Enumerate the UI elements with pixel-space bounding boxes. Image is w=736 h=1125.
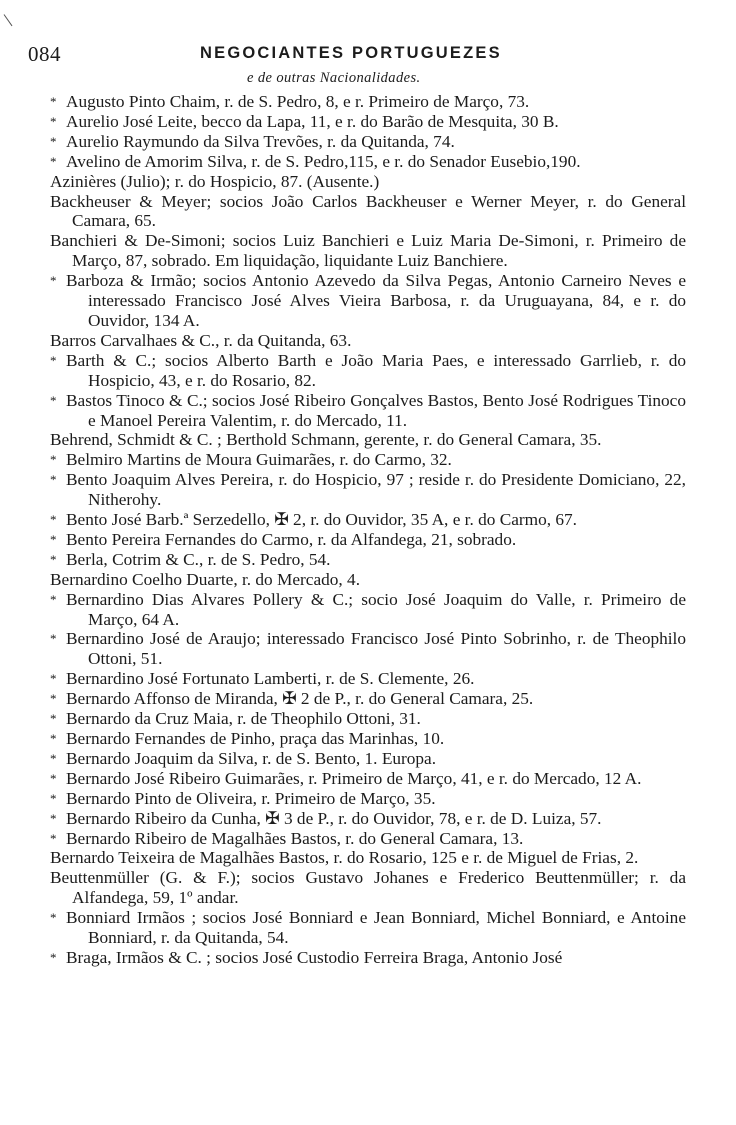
star-marker: *	[50, 273, 57, 289]
star-marker: *	[50, 133, 57, 149]
page-header	[0, 38, 736, 68]
entry-list	[50, 92, 686, 968]
entry-text: Bernardino Dias Alvares Pollery & C.; socio José Joaquim do Valle, r. Primeiro de Março, 64 A.	[66, 589, 686, 629]
star-marker: *	[50, 352, 57, 368]
running-title: NEGOCIANTES PORTUGUEZES	[200, 44, 502, 62]
star-marker: *	[50, 472, 57, 488]
directory-entry	[50, 92, 686, 112]
entry-text: Barros Carvalhaes & C., r. da Quitanda, 63.	[50, 330, 352, 350]
star-marker: *	[50, 830, 57, 846]
directory-entry	[50, 192, 686, 232]
entry-text: Bernardo Teixeira de Magalhães Bastos, r. do Rosario, 125 e r. de Miguel de Frias, 2.	[50, 848, 639, 868]
star-marker: *	[50, 452, 57, 468]
entry-text: Azinières (Julio); r. do Hospicio, 87. (Ausente.)	[50, 171, 380, 191]
directory-entry	[50, 132, 686, 152]
entry-text: Bernardo Joaquim da Silva, r. de S. Bento, 1. Europa.	[66, 748, 437, 768]
entry-text: Bernardo da Cruz Maia, r. de Theophilo Ottoni, 31.	[66, 709, 421, 729]
entry-text: Banchieri & De-Simoni; socios Luiz Banchieri e Luiz Maria De-Simoni, r. Primeiro de Março, 87, sobrado. Em liquidação, liquidante Luiz Banchiere.	[50, 231, 686, 271]
directory-entry	[50, 331, 686, 351]
entry-text: Bernardo Ribeiro de Magalhães Bastos, r. do General Camara, 13.	[66, 828, 524, 848]
directory-entry	[50, 709, 686, 729]
directory-entry	[50, 550, 686, 570]
star-marker: *	[50, 910, 57, 926]
directory-entry	[50, 629, 686, 669]
star-marker: *	[50, 392, 57, 408]
directory-entry	[50, 809, 686, 829]
directory-entry	[50, 908, 686, 948]
entry-text: Barth & C.; socios Alberto Barth e João Maria Paes, e interessado Garrlieb, r. do Hospicio, 43, e r. do Rosario, 82.	[66, 350, 686, 390]
entry-text: Berla, Cotrim & C., r. de S. Pedro, 54.	[66, 549, 331, 569]
star-marker: *	[50, 790, 57, 806]
entry-text: Bento Joaquim Alves Pereira, r. do Hospicio, 97 ; reside r. do Presidente Domiciano, 22, Nitherohy.	[66, 470, 686, 510]
directory-entry	[50, 848, 686, 868]
directory-entry	[50, 948, 686, 968]
star-marker: *	[50, 731, 57, 746]
directory-entry	[50, 829, 686, 849]
corner-mark	[4, 14, 13, 26]
directory-entry	[50, 231, 686, 271]
directory-entry	[50, 789, 686, 809]
entry-text: Avelino de Amorim Silva, r. de S. Pedro,115, e r. do Senador Eusebio,190.	[66, 151, 581, 171]
entry-text: Bernardino Coelho Duarte, r. do Mercado, 4.	[50, 569, 361, 589]
star-marker: *	[50, 551, 57, 567]
directory-entry	[50, 450, 686, 470]
star-marker: *	[50, 512, 57, 528]
entry-text: Bento José Barb.ª Serzedello, ✠ 2, r. do Ouvidor, 35 A, e r. do Carmo, 67.	[66, 510, 578, 530]
star-marker: *	[50, 94, 57, 109]
directory-entry	[50, 430, 686, 450]
star-marker: *	[50, 153, 57, 169]
directory-entry	[50, 570, 686, 590]
star-marker: *	[50, 691, 57, 707]
directory-entry	[50, 152, 686, 172]
directory-entry	[50, 510, 686, 530]
entry-text: Bernardino José Fortunato Lamberti, r. de S. Clemente, 26.	[66, 669, 475, 689]
directory-entry	[50, 669, 686, 689]
directory-entry	[50, 689, 686, 709]
star-marker: *	[50, 671, 57, 687]
star-marker: *	[50, 770, 57, 786]
entry-text: Bonniard Irmãos ; socios José Bonniard e Jean Bonniard, Michel Bonniard, e Antoine Bonniard, r. da Quitanda, 54.	[66, 908, 686, 948]
star-marker: *	[50, 810, 57, 826]
star-marker: *	[50, 531, 57, 547]
entry-text: Braga, Irmãos & C. ; socios José Custodio Ferreira Braga, Antonio José	[66, 947, 563, 967]
page-subtitle: e de outras Nacionalidades.	[247, 70, 421, 86]
star-marker: *	[50, 750, 57, 766]
entry-text: Behrend, Schmidt & C. ; Berthold Schmann, gerente, r. do General Camara, 35.	[50, 430, 602, 450]
star-marker: *	[50, 631, 57, 647]
directory-entry	[50, 470, 686, 510]
entry-text: Aurelio José Leite, becco da Lapa, 11, e r. do Barão de Mesquita, 30 B.	[66, 111, 559, 131]
entry-text: Barboza & Irmão; socios Antonio Azevedo da Silva Pegas, Antonio Carneiro Neves e interessado Francisco José Alves Vieira Barbosa, r. da Uruguayana, 84, e r. do Ouvidor, 134 A.	[66, 271, 686, 330]
entry-text: Bernardo Fernandes de Pinho, praça das Marinhas, 10.	[66, 729, 445, 748]
entry-text: Bernardo Affonso de Miranda, ✠ 2 de P., r. do General Camara, 25.	[66, 689, 534, 709]
directory-entry	[50, 749, 686, 769]
entry-text: Augusto Pinto Chaim, r. de S. Pedro, 8, e r. Primeiro de Março, 73.	[66, 92, 530, 111]
page-number: 084	[28, 42, 61, 66]
directory-entry	[50, 391, 686, 431]
star-marker: *	[50, 591, 57, 607]
star-marker: *	[50, 711, 57, 727]
entry-text: Backheuser & Meyer; socios João Carlos Backheuser e Werner Meyer, r. do General Camara, 65.	[50, 191, 686, 231]
entry-text: Aurelio Raymundo da Silva Trevões, r. da Quitanda, 74.	[66, 131, 455, 151]
directory-entry	[50, 868, 686, 908]
directory-entry	[50, 172, 686, 192]
entry-text: Bernardo José Ribeiro Guimarães, r. Primeiro de Março, 41, e r. do Mercado, 12 A.	[66, 768, 642, 788]
entry-text: Bernardo Ribeiro da Cunha, ✠ 3 de P., r. do Ouvidor, 78, e r. de D. Luiza, 57.	[66, 808, 602, 828]
entry-text: Bernardo Pinto de Oliveira, r. Primeiro de Março, 35.	[66, 788, 436, 808]
directory-entry	[50, 590, 686, 630]
entry-text: Bastos Tinoco & C.; socios José Ribeiro Gonçalves Bastos, Bento José Rodrigues Tinoco e Manoel Pereira Valentim, r. do Mercado, 11.	[66, 390, 686, 430]
star-marker: *	[50, 113, 57, 129]
entry-text: Beuttenmüller (G. & F.); socios Gustavo Johanes e Frederico Beuttenmüller; r. da Alfandega, 59, 1º andar.	[50, 868, 686, 908]
entry-text: Bernardino José de Araujo; interessado Francisco José Pinto Sobrinho, r. de Theophilo Ottoni, 51.	[66, 629, 686, 669]
entry-text: Belmiro Martins de Moura Guimarães, r. do Carmo, 32.	[66, 450, 452, 470]
directory-entry	[50, 271, 686, 331]
entry-text: Bento Pereira Fernandes do Carmo, r. da Alfandega, 21, sobrado.	[66, 529, 517, 549]
directory-entry	[50, 530, 686, 550]
directory-entry	[50, 769, 686, 789]
directory-entry	[50, 112, 686, 132]
directory-entry	[50, 729, 686, 749]
star-marker: *	[50, 949, 57, 965]
directory-entry	[50, 351, 686, 391]
